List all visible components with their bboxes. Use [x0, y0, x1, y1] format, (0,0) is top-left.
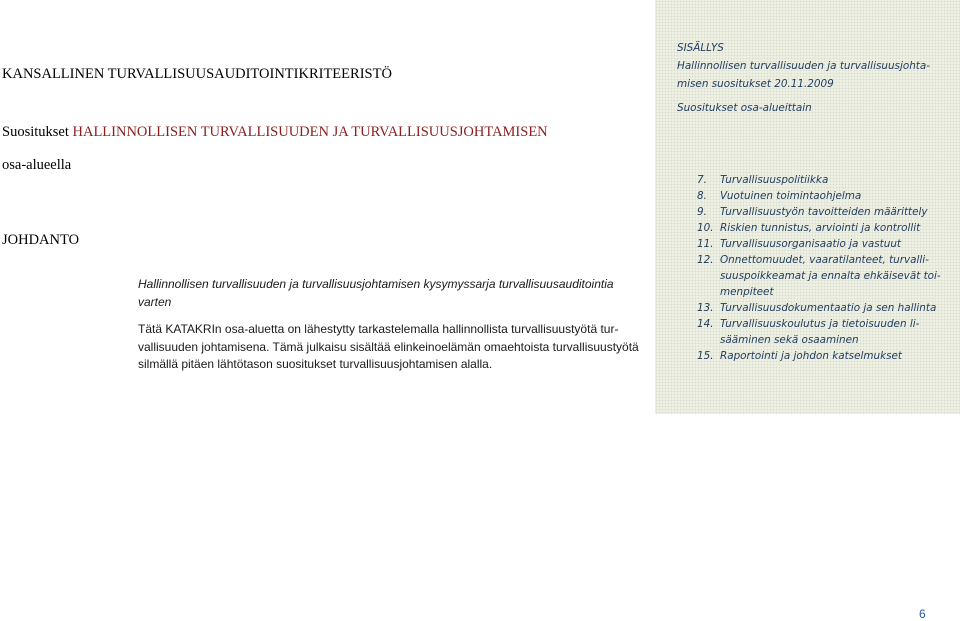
contents-section-label: Suositukset osa-alueittain: [677, 102, 812, 114]
intro-subheading: [138, 276, 648, 311]
contents-item-number: 8.: [697, 190, 707, 202]
contents-item-number: 9.: [697, 206, 707, 218]
subtitle-prefix: Suositukset: [2, 124, 69, 140]
contents-list: [697, 172, 959, 364]
contents-item-label: Turvallisuusorganisaatio ja vastuut: [720, 238, 901, 250]
contents-item[interactable]: [697, 236, 959, 252]
contents-item[interactable]: [697, 204, 959, 220]
document-title: KANSALLINEN TURVALLISUUSAUDITOINTIKRITEERISTÖ: [2, 66, 392, 82]
contents-item-label: Turvallisuuskoulutus ja tietoisuuden li-: [720, 318, 920, 330]
contents-item-label: Turvallisuusdokumentaatio ja sen hallinta: [720, 302, 937, 314]
contents-item-number: 15.: [697, 350, 714, 362]
contents-item-number: 7.: [697, 174, 707, 186]
contents-item-label: suuspoikkeamat ja ennalta ehkäisevät toi-: [720, 270, 941, 282]
paragraph-line: Tätä KATAKRIn osa-aluetta on lähestytty tarkastelemalla hallinnollista turvallisuustyötä tur-: [138, 322, 619, 336]
contents-item-number: 12.: [697, 254, 714, 266]
subtitle-highlight: HALLINNOLLISEN TURVALLISUUDEN JA TURVALLISUUSJOHTAMISEN: [72, 124, 548, 140]
contents-subtitle-line: misen suositukset 20.11.2009: [677, 78, 834, 90]
contents-item-label: Raportointi ja johdon katselmukset: [720, 350, 902, 362]
contents-item-label: Turvallisuuspolitiikka: [720, 174, 829, 186]
contents-sidebar: [655, 0, 960, 414]
contents-item-label: sääminen sekä osaaminen: [720, 334, 859, 346]
subheading-line: Hallinnollisen turvallisuuden ja turvallisuusjohtamisen kysymyssarja turvallisuusauditointia: [138, 277, 614, 291]
contents-item-number: 11.: [697, 238, 714, 250]
page-number: 6: [919, 607, 926, 621]
contents-item-number: 13.: [697, 302, 714, 314]
contents-item-label: Onnettomuudet, vaaratilanteet, turvalli-: [720, 254, 929, 266]
contents-item-label: Vuotuinen toimintaohjelma: [720, 190, 862, 202]
contents-item[interactable]: [697, 188, 959, 204]
contents-item[interactable]: [697, 172, 959, 188]
intro-paragraph: [138, 321, 648, 374]
contents-item-number: 10.: [697, 222, 714, 234]
contents-item[interactable]: [697, 252, 959, 300]
subheading-line: varten: [138, 294, 172, 309]
contents-item[interactable]: [697, 220, 959, 236]
subtitle-continuation: osa-alueella: [2, 157, 72, 173]
contents-item-label: menpiteet: [720, 286, 774, 298]
section-heading: JOHDANTO: [2, 232, 80, 248]
contents-item-label: Turvallisuustyön tavoitteiden määrittely: [720, 206, 928, 218]
paragraph-line: silmällä pitäen lähtötason suositukset turvallisuusjohtamisen alalla.: [138, 357, 493, 371]
contents-item-label: Riskien tunnistus, arviointi ja kontrollit: [720, 222, 921, 234]
document-subtitle: [2, 124, 548, 141]
paragraph-line: vallisuuden johtamisena. Tämä julkaisu sisältää elinkeinoelämän omaehtoista turvallisuustyötä: [138, 339, 639, 354]
contents-subtitle-line: Hallinnollisen turvallisuuden ja turvallisuusjohta-: [677, 60, 930, 72]
contents-title: SISÄLLYS: [677, 42, 724, 54]
contents-item[interactable]: [697, 316, 959, 348]
contents-item[interactable]: [697, 300, 959, 316]
contents-item[interactable]: [697, 348, 959, 364]
contents-item-number: 14.: [697, 318, 714, 330]
